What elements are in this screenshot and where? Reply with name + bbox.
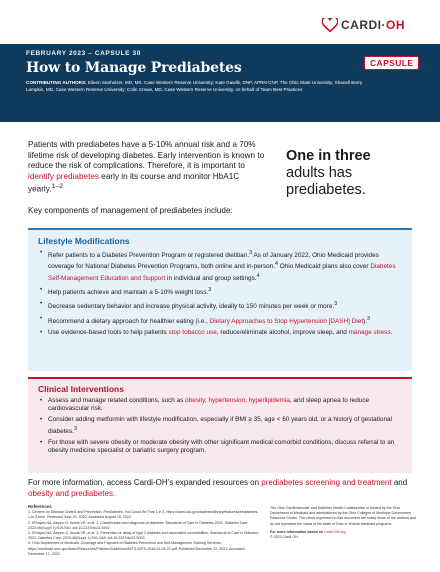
citation: 4 <box>275 261 278 268</box>
list-item <box>38 300 402 311</box>
cardi-oh-logo <box>322 18 405 32</box>
obesity-resources-link[interactable]: obesity and prediabetes <box>28 488 113 498</box>
key-components-heading: Key components of management of prediabetes include: <box>28 206 233 215</box>
more-text: and <box>391 478 408 487</box>
item-text: Recommend a dietary approach for healthier eating (i.e., <box>48 317 210 325</box>
references <box>28 504 260 557</box>
separator: , <box>245 397 249 404</box>
obesity-link[interactable]: obesity <box>185 397 205 404</box>
item-text: Refer patients to a Diabetes Prevention Program or registered dietitian. <box>48 252 250 260</box>
disclaimer <box>270 506 416 540</box>
hypertension-link[interactable]: hypertension <box>208 397 246 404</box>
banner-content <box>0 44 363 122</box>
clinical-title: Clinical Interventions <box>38 384 124 394</box>
contributing-authors <box>26 80 366 93</box>
stop-tobacco-link[interactable]: stop tobacco use <box>168 328 217 336</box>
citation: 3 <box>208 286 212 293</box>
item-text: Consider adding metformin with lifestyle modification, especially if BMI ≥ 35, age < 60 years old, or a history of gestational diabetes. <box>48 416 392 435</box>
item-text: Help patients achieve and maintain a 5-10% weight loss. <box>48 289 209 297</box>
manage-stress-link[interactable]: manage stress <box>348 328 391 336</box>
intro-text-1: Patients with prediabetes have a 5-10% annual risk and a 70% lifetime risk of developing diabetes. Early intervention is known to reduce the risk of complications. Therefore, it is important to <box>28 140 265 171</box>
separator: , <box>204 397 209 404</box>
clinical-list <box>38 397 402 455</box>
dash-diet-link[interactable]: Dietary Approaches to Stop Hypertension [DASH] Diet <box>209 317 364 325</box>
item-text: . <box>390 328 393 336</box>
reference-item: 1. Centers for Disease Control and Prevention. Prediabetes: You Could Be That 1 in 3. https://www.cdc.gov/diabetes/library/features/prediabetes-1-in-3.html. Reviewed June 29, 2022. Accessed August 16, 2022. <box>28 510 259 520</box>
citation: 3 <box>334 301 338 308</box>
copyright: © 2023 Cardi-OH <box>270 535 298 540</box>
item-text: For those with severe obesity or moderate obesity with other significant medical comorbid conditions, discuss referral to an obesity medicine specialist or bariatric surgery program. <box>48 438 395 455</box>
reference-item: 4. Ohio Department of Medicaid. Coverage and Payment of Diabetes Prevention and Self-Management Training Services. https://medicaid.ohio.gov/static/Resources/Policies/Guidelines/MITS-MITS-2036-01-01-22.pdf. Published December 22, 2021. Accessed December 12, 2022. <box>28 541 245 556</box>
citation: 4 <box>256 272 260 279</box>
item-text: , reduce/eliminate alcohol, improve sleep, and <box>216 328 349 336</box>
item-text: Decrease sedentary behavior and increase physical activity, ideally to 150 minutes per week or more. <box>48 303 335 311</box>
stat-callout <box>286 148 416 199</box>
list-item <box>38 439 402 455</box>
disclaimer-text: The Ohio Cardiovascular and Diabetes Health Collaborative is funded by the Ohio Department of Medicaid and administered by the Ohio Colleges of Medicine Government Resource Center. The views expressed in this document are solely those of the authors and do not represent the views of the state of Ohio or federal Medicaid programs. <box>270 506 416 526</box>
more-info-paragraph <box>28 478 418 499</box>
disclaimer-more-label: For more information based on <box>270 529 325 534</box>
citation: 3 <box>367 315 370 322</box>
intro-paragraph <box>28 140 266 196</box>
hyperlipidemia-link[interactable]: hyperlipidemia <box>248 397 290 404</box>
item-text: in individual and group settings. <box>165 274 257 282</box>
more-text: . <box>112 488 116 498</box>
citation: 3 <box>73 425 77 432</box>
list-item <box>38 315 402 326</box>
citation: 3 <box>249 250 253 256</box>
capsule-badge: CAPSULE <box>364 56 419 70</box>
item-text: Use evidence-based tools to help patients <box>48 328 169 336</box>
issue-label: FEBRUARY 2023 – CAPSULE 30 <box>26 50 141 57</box>
more-text: For more information, access Cardi-OH’s expanded resources on <box>28 478 262 487</box>
item-text: , and sleep apnea to reduce cardiovascular risk. <box>48 397 370 413</box>
logo-text-part1: CARDI <box>341 18 382 32</box>
list-item <box>38 286 402 297</box>
list-item <box>38 416 402 436</box>
dsmes-link[interactable]: Diabetes Self-Management Education and Support <box>48 263 396 282</box>
prediabetes-resources-link[interactable]: prediabetes screening and treatment <box>261 478 392 487</box>
lifestyle-list <box>38 249 402 337</box>
lifestyle-title: Lifestyle Modifications <box>38 236 130 246</box>
item-text: ). <box>363 317 367 325</box>
page-title: How to Manage Prediabetes <box>26 60 242 76</box>
authors-list: Eileen Seeholzer, MD, MS, Case Western Reserve University; Kate Gawlik, DNP, APRN-CNP, The Ohio State University; Shanell Berry Lampkin, MD, Case Western Reserve University; Colin Crowe, MD, Case Western Reserve University, on behalf of Team Best Practices <box>26 80 363 92</box>
logo-text-part2: ·OH <box>381 18 405 32</box>
reference-item: 3. ElSayed NA, Aleppo G, Aroda VR, et al. 3. Prevention or delay of type 2 diabetes and associated comorbidities: Standards of Care in Diabetes-2023. Diabetes Care. 2023;46(Suppl 1):S41-S48. doi:10.2337/dc23-S003 <box>28 531 260 541</box>
cardi-oh-website-link[interactable]: Cardi-OH.org <box>324 529 346 534</box>
clinical-box <box>28 377 412 473</box>
stat-bold: One in three <box>286 148 371 164</box>
list-item <box>38 249 402 283</box>
intro-citation: 1–2 <box>51 183 63 191</box>
list-item <box>38 397 402 413</box>
intro-text-2: early in its course and monitor HbA1C yearly. <box>28 171 240 195</box>
list-item <box>38 329 402 337</box>
stat-rest: adults has prediabetes. <box>286 165 366 198</box>
logo-text <box>341 18 405 32</box>
item-text: Assess and manage related conditions, such as <box>48 397 186 404</box>
heart-icon <box>322 18 338 32</box>
item-text: As of January 2022, Ohio Medicaid provides coverage for National Diabetes Prevention Programs, both online and in-person. <box>48 252 379 271</box>
identify-prediabetes-link[interactable]: identify prediabetes <box>28 171 100 181</box>
reference-item: 2. ElSayed NA, Aleppo G, Aroda VR, et al. 2. Classification and diagnosis of diabetes: Standards of Care in Diabetes-2023. Diabetes Care. 2023;46(Suppl 1):S19-S40. doi:10.2337/dc23-S002 <box>28 520 249 530</box>
item-text: Ohio Medicaid plans also cover <box>277 263 371 271</box>
lifestyle-box <box>28 228 412 371</box>
references-title: References <box>28 504 52 509</box>
authors-label: CONTRIBUTING AUTHORS: <box>26 80 87 85</box>
